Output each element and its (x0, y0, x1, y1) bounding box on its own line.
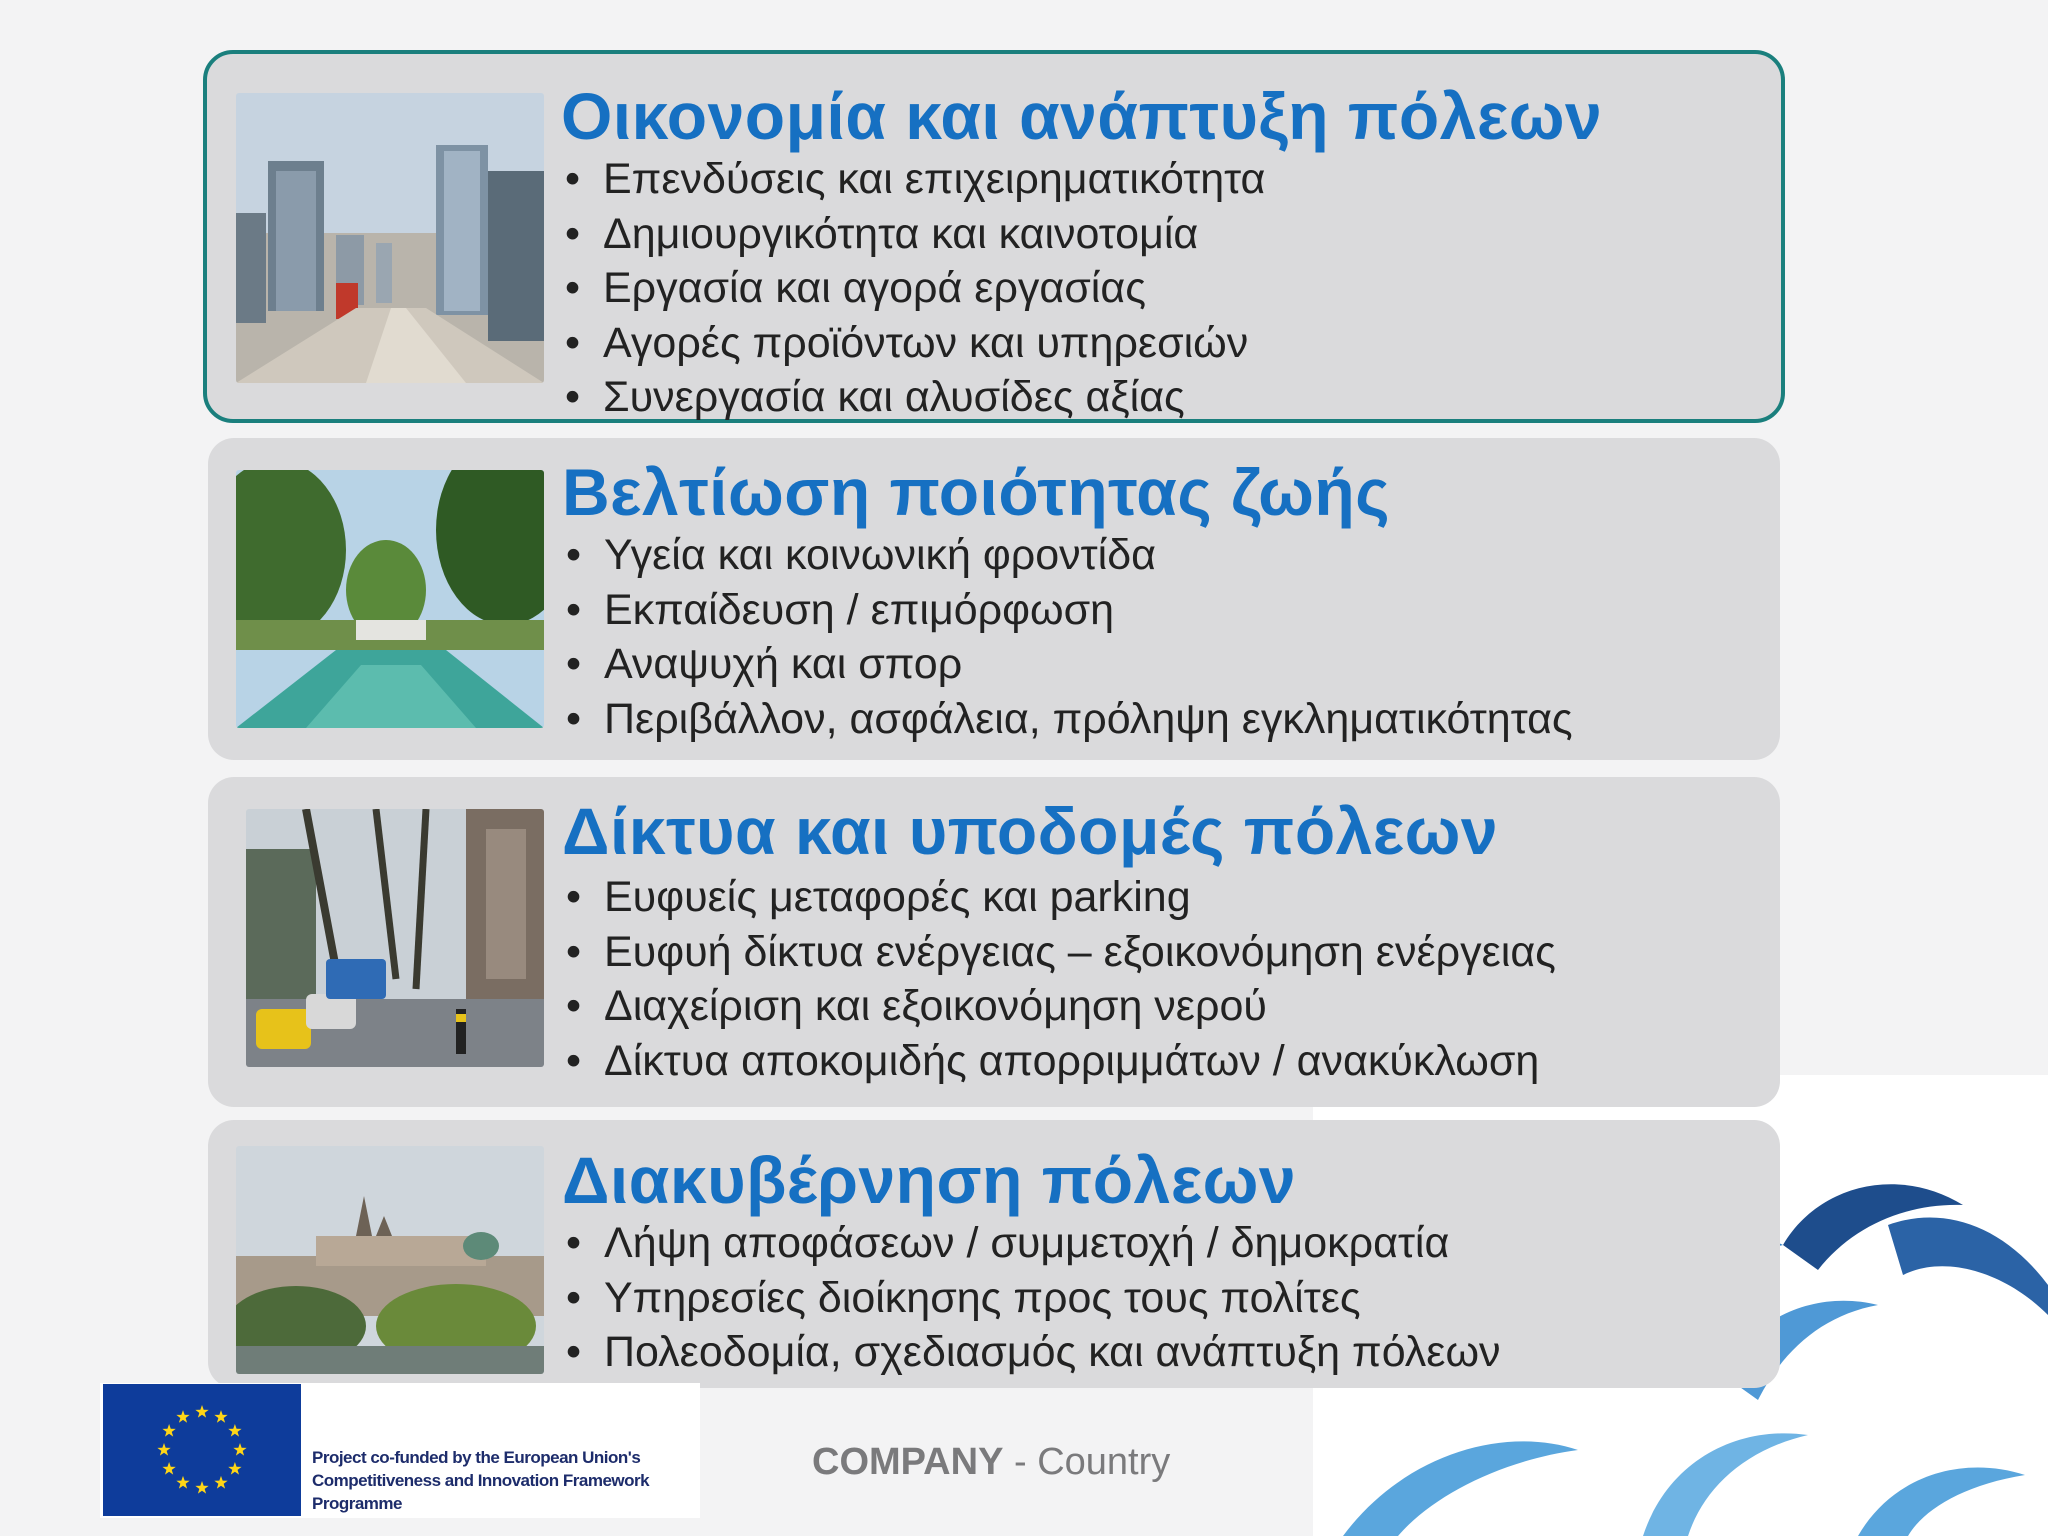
list-item: • Αγορές προϊόντων και υπηρεσιών (561, 316, 1265, 371)
list-item: • Λήψη αποφάσεων / συμμετοχή / δημοκρατία (562, 1216, 1501, 1271)
list-item: • Εκπαίδευση / επιμόρφωση (562, 583, 1573, 638)
section-governance[interactable] (208, 1120, 1780, 1388)
list-item: • Δημιουργικότητα και καινοτομία (561, 207, 1265, 262)
country-name: Country (1037, 1441, 1171, 1483)
list-item: • Διαχείριση και εξοικονόμηση νερού (562, 979, 1556, 1034)
photo-canal-park (236, 470, 544, 728)
company-country-label (812, 1441, 1170, 1484)
list-item: • Περιβάλλον, ασφάλεια, πρόληψη εγκληματικότητας (562, 692, 1573, 747)
bullet-list (561, 152, 1265, 425)
section-title: Βελτίωση ποιότητας ζωής (562, 455, 1391, 529)
cofund-line: Competitiveness and Innovation Framework (312, 1471, 650, 1490)
list-item: • Υγεία και κοινωνική φροντίδα (562, 528, 1573, 583)
company-name: COMPANY (812, 1441, 1004, 1483)
section-networks-infrastructure[interactable] (208, 777, 1780, 1107)
list-item: • Εργασία και αγορά εργασίας (561, 261, 1265, 316)
bullet-list (562, 1216, 1501, 1380)
bullet-list (562, 528, 1573, 746)
section-economy[interactable] (203, 50, 1785, 423)
cofund-line: Programme (312, 1494, 402, 1513)
bullet-list (562, 870, 1556, 1088)
list-item: • Συνεργασία και αλυσίδες αξίας (561, 370, 1265, 425)
photo-castle-city (236, 1146, 544, 1374)
cofund-line: Project co-funded by the European Union's (312, 1448, 641, 1467)
eu-flag-icon (103, 1384, 301, 1516)
cofunding-notice (312, 1446, 649, 1515)
list-item: • Δίκτυα αποκομιδής απορριμμάτων / ανακύκλωση (562, 1034, 1556, 1089)
list-item: • Ευφυείς μεταφορές και parking (562, 870, 1556, 925)
list-item: • Ευφυή δίκτυα ενέργειας – εξοικονόμηση ενέργειας (562, 925, 1556, 980)
section-title: Οικονομία και ανάπτυξη πόλεων (561, 79, 1603, 153)
section-title: Διακυβέρνηση πόλεων (562, 1143, 1297, 1217)
list-item: • Υπηρεσίες διοίκησης προς τους πολίτες (562, 1271, 1501, 1326)
section-title: Δίκτυα και υποδομές πόλεων (562, 794, 1499, 868)
list-item: • Αναψυχή και σπορ (562, 637, 1573, 692)
photo-business-district (236, 93, 544, 383)
photo-city-street (246, 809, 544, 1067)
list-item: • Επενδύσεις και επιχειρηματικότητα (561, 152, 1265, 207)
list-item: • Πολεοδομία, σχεδιασμός και ανάπτυξη πόλεων (562, 1325, 1501, 1380)
separator: - (1003, 1441, 1038, 1483)
section-quality-of-life[interactable] (208, 438, 1780, 760)
